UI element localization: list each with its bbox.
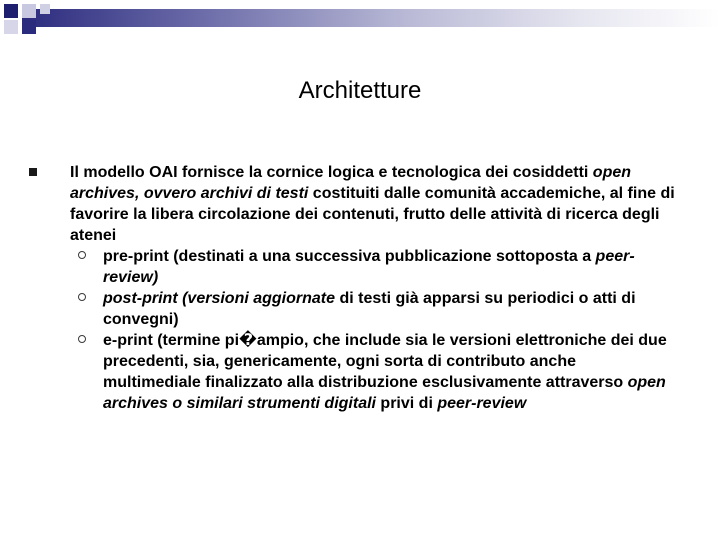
hollow-circle-bullet-icon (78, 251, 86, 259)
slide-title: Architetture (298, 77, 422, 104)
header-square-decoration (40, 4, 50, 14)
header-square-decoration (22, 4, 36, 18)
hollow-circle-bullet-icon (78, 293, 86, 301)
sub-bullet-item: pre-print (destinati a una successiva pubblicazione sottoposta a peer-review) (70, 246, 678, 288)
header-square-decoration (22, 20, 36, 34)
header-square-decoration (4, 20, 18, 34)
main-bullet-text: Il modello OAI fornisce la cornice logica e tecnologica dei cosiddetti open archives, ovvero archivi di testi costituiti dalle comunità accademiche, al fine di favorire la libera circolazione dei contenuti, frutto delle attività di ricerca degli atenei (70, 164, 675, 244)
sub-bullet-item: post-print (versioni aggiornate di testi già apparsi su periodici o atti di convegni) (70, 288, 678, 330)
sub-bullet-list (70, 246, 678, 414)
main-bullet-item (28, 162, 678, 414)
slide-body (28, 162, 678, 414)
square-bullet-icon (29, 168, 37, 176)
header-gradient-band (22, 9, 720, 27)
hollow-circle-bullet-icon (78, 335, 86, 343)
sub-bullet-item: e-print (termine pi�ampio, che include sia le versioni elettroniche dei due precedenti, sia, genericamente, ogni sorta di contributo anche multimediale finalizzato alla distribuzione esclusivamente attraverso open archives o similari strumenti digitali privi di peer-review (70, 330, 678, 414)
header-square-decoration (4, 4, 18, 18)
